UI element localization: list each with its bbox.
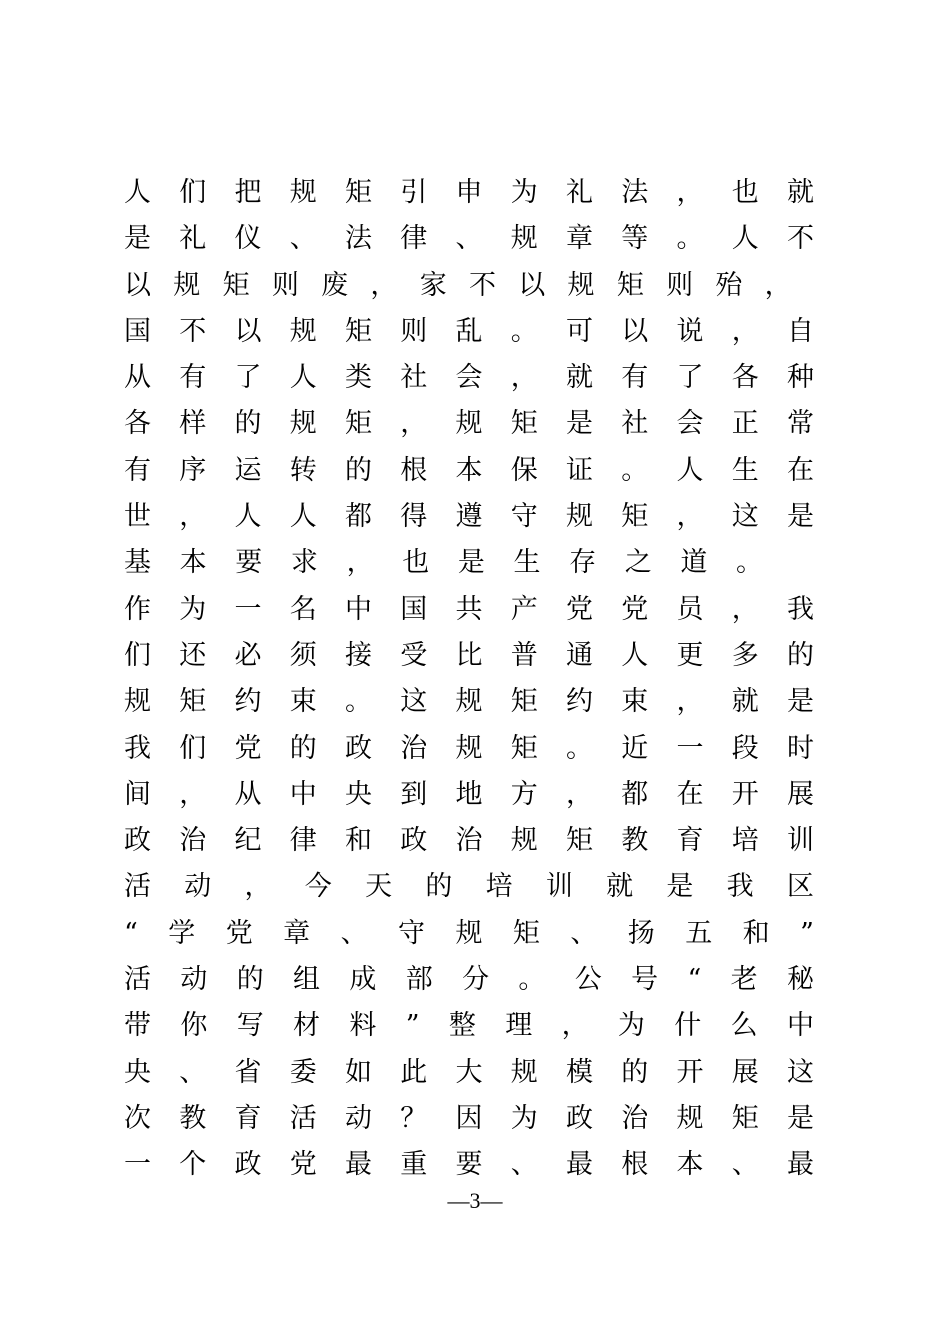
- text-line: 活 动 ， 今 天 的 培 训 就 是 我 区: [124, 871, 814, 903]
- text-line: 规 矩 约 束 。 这 规 矩 约 束 ， 就 是: [124, 686, 814, 718]
- text-line: 活 动 的 组 成 部 分 。 公 号 “ 老 秘: [124, 964, 814, 996]
- text-line: 一 个 政 党 最 重 要 、 最 根 本 、 最: [124, 1149, 814, 1181]
- body-text: [124, 170, 814, 1189]
- text-line: 人 们 把 规 矩 引 申 为 礼 法 ， 也 就: [124, 177, 814, 208]
- text-line: 基 本 要 求 ， 也 是 生 存 之 道 。: [124, 547, 764, 579]
- text-line: 们 还 必 须 接 受 比 普 通 人 更 多 的: [124, 639, 814, 671]
- text-line: 从 有 了 人 类 社 会 ， 就 有 了 各 种: [124, 362, 814, 394]
- text-line: 世 ， 人 人 都 得 遵 守 规 矩 ， 这 是: [124, 501, 814, 533]
- page-number: —3—: [447, 1188, 503, 1213]
- text-line: 央 、 省 委 如 此 大 规 模 的 开 展 这: [124, 1056, 814, 1088]
- text-line: 是 礼 仪 、 法 律 、 规 章 等 。 人 不: [124, 223, 814, 255]
- text-line: 间 ， 从 中 央 到 地 方 ， 都 在 开 展: [124, 778, 814, 810]
- text-line: 有 序 运 转 的 根 本 保 证 。 人 生 在: [124, 454, 814, 486]
- text-line: 各 样 的 规 矩 ， 规 矩 是 社 会 正 常: [124, 408, 814, 440]
- text-line: 带 你 写 材 料 ” 整 理 ， 为 什 么 中: [124, 1010, 814, 1042]
- text-line: 以 规 矩 则 废 ， 家 不 以 规 矩 则 殆 ，: [124, 269, 792, 301]
- text-line: 国 不 以 规 矩 则 乱 。 可 以 说 ， 自: [124, 315, 814, 347]
- text-line: “ 学 党 章 、 守 规 矩 、 扬 五 和 ”: [124, 917, 814, 949]
- text-line: 我 们 党 的 政 治 规 矩 。 近 一 段 时: [124, 732, 814, 764]
- text-line: 作 为 一 名 中 国 共 产 党 党 员 ， 我: [124, 593, 814, 625]
- text-line: 政 治 纪 律 和 政 治 规 矩 教 育 培 训: [124, 825, 814, 857]
- text-line: 次 教 育 活 动 ？ 因 为 政 治 规 矩 是: [124, 1102, 814, 1134]
